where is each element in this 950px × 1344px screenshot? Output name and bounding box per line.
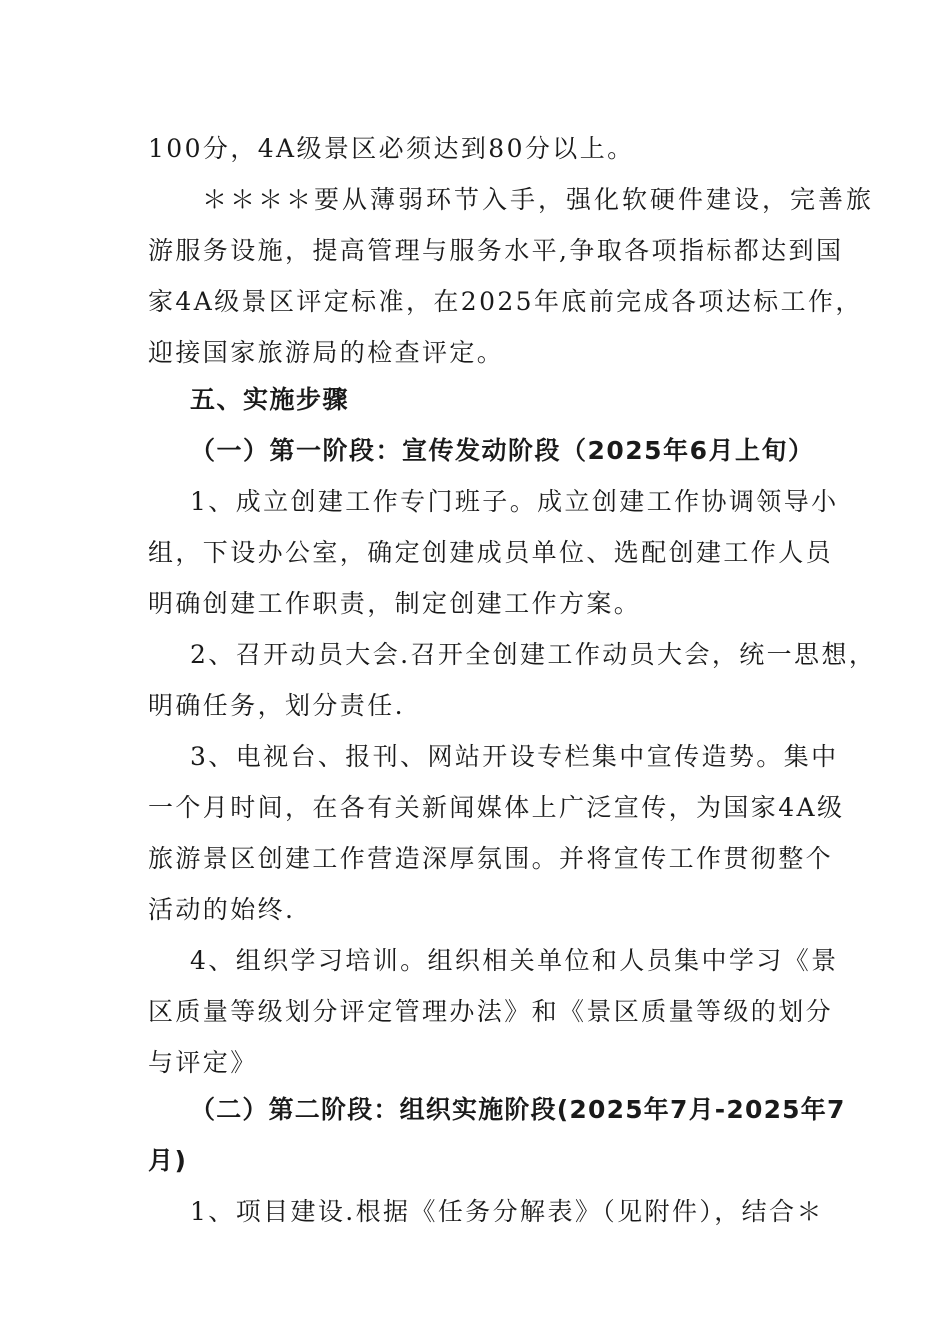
paragraph-line: 1、项目建设.根据《任务分解表》（见附件），结合＊ <box>190 1197 824 1226</box>
paragraph-line: 一个月时间，在各有关新闻媒体上广泛宣传，为国家4A级 <box>148 793 845 822</box>
paragraph-line: 区质量等级划分评定管理办法》和《景区质量等级的划分 <box>148 997 834 1026</box>
paragraph-line: 4、组织学习培训。组织相关单位和人员集中学习《景 <box>190 946 839 975</box>
paragraph-line: 2、召开动员大会.召开全创建工作动员大会，统一思想， <box>190 640 877 669</box>
paragraph-line: ＊＊＊＊要从薄弱环节入手，强化软硬件建设，完善旅 <box>202 185 875 214</box>
subsection-heading: （一）第一阶段：宣传发动阶段（2025年6月上旬） <box>190 436 815 465</box>
paragraph-line: 1、成立创建工作专门班子。成立创建工作协调领导小 <box>190 487 839 516</box>
paragraph-line: 明确任务，划分责任. <box>148 691 405 720</box>
paragraph-line: 游服务设施，提高管理与服务水平,争取各项指标都达到国 <box>148 236 844 265</box>
paragraph-line: 组，下设办公室，确定创建成员单位、选配创建工作人员 <box>148 538 834 567</box>
paragraph-line: 100分，4A级景区必须达到80分以上。 <box>148 134 635 163</box>
paragraph-line: 与评定》 <box>148 1048 258 1077</box>
subsection-heading: （二）第二阶段：组织实施阶段(2025年7月-2025年7 <box>190 1095 846 1124</box>
paragraph-line: 3、电视台、报刊、网站开设专栏集中宣传造势。集中 <box>190 742 839 771</box>
paragraph-line: 旅游景区创建工作营造深厚氛围。并将宣传工作贯彻整个 <box>148 844 834 873</box>
subsection-heading-cont: 月) <box>148 1146 188 1175</box>
paragraph-line: 家4A级景区评定标准，在2025年底前完成各项达标工作， <box>148 287 863 316</box>
section-heading: 五、实施步骤 <box>190 385 350 414</box>
paragraph-line: 迎接国家旅游局的检查评定。 <box>148 338 505 367</box>
paragraph-line: 活动的始终. <box>148 895 296 924</box>
paragraph-line: 明确创建工作职责，制定创建工作方案。 <box>148 589 642 618</box>
